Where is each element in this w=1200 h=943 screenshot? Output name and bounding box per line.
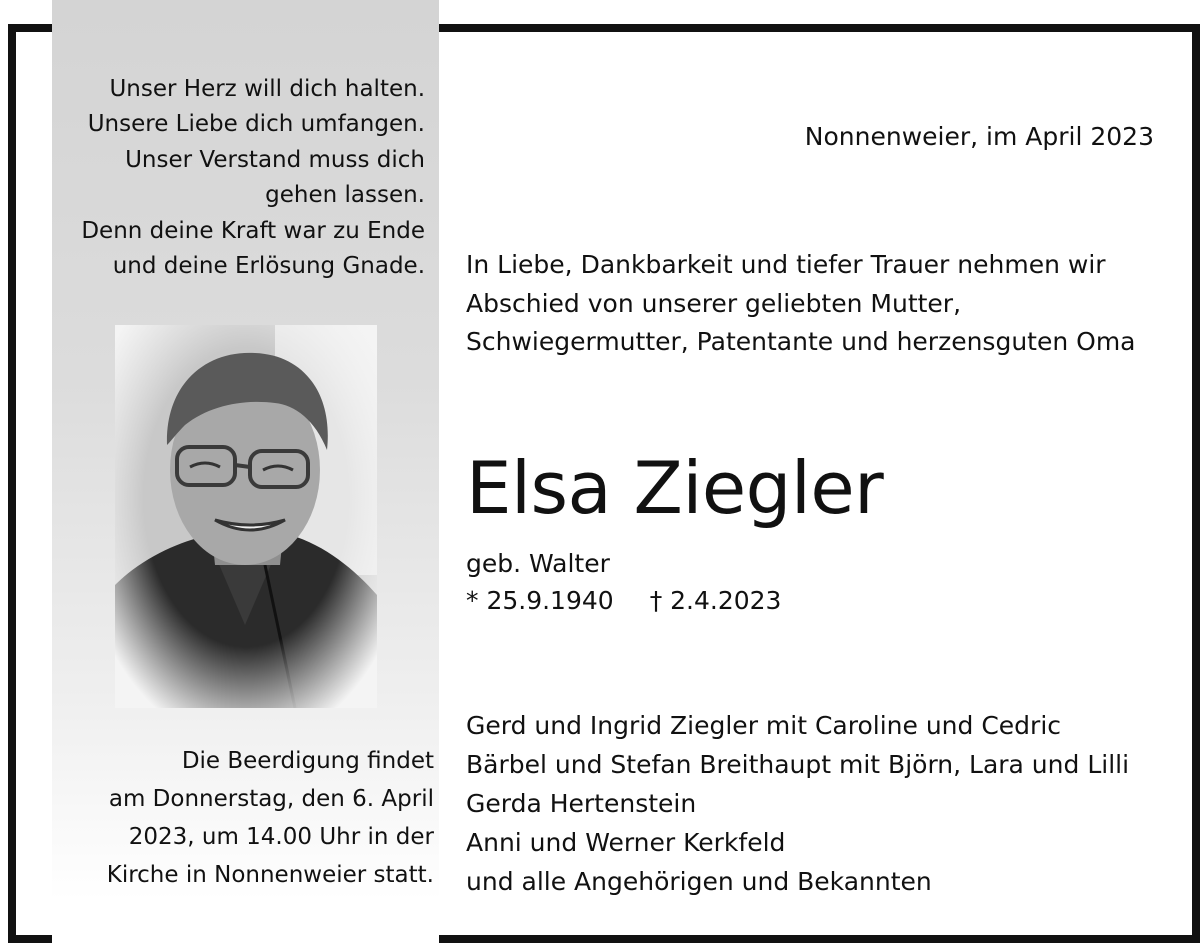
intro-line: Schwiegermutter, Patentante und herzensguten Oma [466,327,1136,356]
life-dates [466,586,781,615]
deceased-name: Elsa Ziegler [466,446,884,530]
poem-line: Unser Verstand muss dich [125,146,425,173]
death-date: † 2.4.2023 [649,586,782,615]
place-and-date: Nonnenweier, im April 2023 [804,122,1154,151]
poem-line: Unsere Liebe dich umfangen. [87,111,425,138]
mourner-line: Gerd und Ingrid Ziegler mit Caroline und Cedric [466,711,1062,740]
intro-line: Abschied von unserer geliebten Mutter, [466,288,962,318]
poem-line: Unser Herz will dich halten. [109,76,425,102]
portrait-photo [115,325,377,708]
funeral-info [54,742,434,894]
mourner-line: Bärbel und Stefan Breithaupt mit Björn, Lara und Lilli [466,750,1130,779]
poem-line: gehen lassen. [265,182,425,209]
funeral-line: Kirche in Nonnenweier statt. [106,862,434,888]
funeral-line: Die Beerdigung findet [181,748,434,774]
intro-text [466,246,1176,362]
poem [45,72,425,284]
poem-line: und deine Erlösung Gnade. [112,253,425,280]
poem-line: Denn deine Kraft war zu Ende [81,217,425,244]
portrait-illustration [115,325,377,708]
mourner-line: und alle Angehörigen und Bekannten [466,867,932,896]
intro-line: In Liebe, Dankbarkeit und tiefer Trauer nehmen wir [466,250,1106,279]
funeral-line: am Donnerstag, den 6. April [108,786,434,812]
mourner-line: Anni und Werner Kerkfeld [466,828,786,857]
funeral-line: 2023, um 14.00 Uhr in der [128,824,434,850]
mourner-line: Gerda Hertenstein [466,789,697,818]
birth-date: * 25.9.1940 [466,586,614,615]
maiden-name: geb. Walter [466,549,610,578]
mourners-list [466,706,1176,901]
